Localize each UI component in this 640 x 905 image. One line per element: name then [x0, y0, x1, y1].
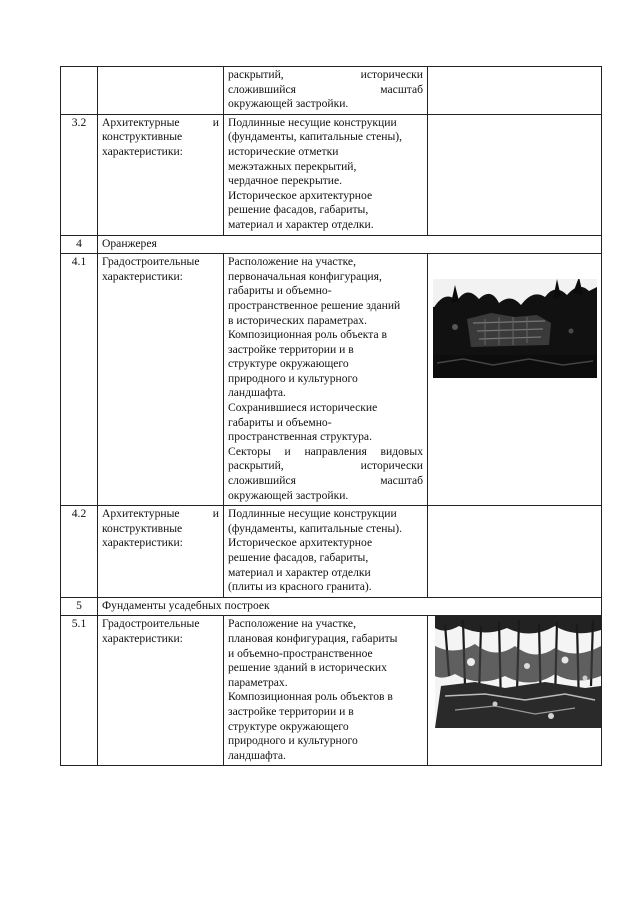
desc-line: структуре окружающего — [228, 719, 349, 733]
section-row — [61, 597, 602, 616]
desc-line: чердачное перекрытие. — [228, 174, 343, 188]
row-description — [224, 254, 428, 506]
desc-line: застройке территории и в — [228, 704, 354, 718]
desc-line: материал и характер отделки — [228, 565, 371, 579]
desc-line: Секторы и направления видовых — [228, 444, 423, 458]
desc-line: природного и культурного — [228, 371, 358, 385]
name-line: Градостроительные — [102, 255, 200, 269]
desc-line: сложившийся масштаб — [228, 82, 423, 96]
desc-line: (фундаменты, капитальные стены). — [228, 521, 403, 535]
row-image-cell — [428, 616, 602, 766]
desc-line: исторические отметки — [228, 144, 339, 158]
row-name — [98, 67, 224, 115]
desc-line: межэтажных перекрытий, — [228, 159, 357, 173]
desc-line: окружающей застройки. — [228, 97, 349, 111]
row-number: 4.1 — [61, 254, 98, 506]
name-line: конструктивные — [102, 521, 183, 535]
orangery-photo — [433, 279, 597, 378]
desc-line: Историческое архитектурное — [228, 188, 373, 202]
table-row — [61, 506, 602, 598]
row-image-cell — [428, 67, 602, 115]
desc-line: Подлинные несущие конструкции — [228, 115, 397, 129]
desc-line: Расположение на участке, — [228, 617, 356, 631]
row-image-cell — [428, 506, 602, 598]
desc-line: раскрытий, исторически — [228, 459, 423, 473]
foundations-photo — [435, 616, 601, 728]
row-description — [224, 506, 428, 598]
name-line: характеристики: — [102, 144, 183, 158]
row-number: 4.2 — [61, 506, 98, 598]
desc-line: и объемно-пространственное — [228, 646, 373, 660]
desc-line: Расположение на участке, — [228, 255, 356, 269]
desc-line: Подлинные несущие конструкции — [228, 507, 397, 521]
table-row — [61, 114, 602, 235]
table-row — [61, 616, 602, 766]
name-line: характеристики: — [102, 631, 183, 645]
desc-line: ландшафта. — [228, 748, 286, 762]
desc-line: Сохранившиеся исторические — [228, 401, 378, 415]
row-name — [98, 506, 224, 598]
section-title: Оранжерея — [98, 235, 602, 254]
section-number: 4 — [61, 235, 98, 254]
desc-line: природного и культурного — [228, 734, 358, 748]
desc-line: раскрытий, исторически — [228, 68, 423, 81]
desc-line: застройке территории и в — [228, 342, 354, 356]
row-number — [61, 67, 98, 115]
table-row — [61, 67, 602, 115]
desc-line: параметрах. — [228, 675, 288, 689]
row-description — [224, 616, 428, 766]
desc-line: материал и характер отделки. — [228, 217, 374, 231]
desc-line: сложившийся масштаб — [228, 474, 423, 488]
name-line: Градостроительные — [102, 617, 200, 631]
desc-line: решение фасадов, габариты, — [228, 551, 369, 564]
desc-line: (фундаменты, капитальные стены), — [228, 130, 403, 144]
desc-line: пространственное решение зданий — [228, 298, 401, 312]
section-row — [61, 235, 602, 254]
desc-line: габариты и объемно- — [228, 415, 332, 429]
desc-line: решение фасадов, габариты, — [228, 203, 369, 217]
name-line: Архитектурные и — [102, 115, 219, 129]
name-line: характеристики: — [102, 269, 183, 283]
section-number: 5 — [61, 597, 98, 616]
desc-line: пространственная структура. — [228, 430, 372, 444]
table-row — [61, 254, 602, 506]
name-line: конструктивные — [102, 130, 183, 144]
desc-line: Композиционная роль объектов в — [228, 690, 393, 704]
desc-line: Историческое архитектурное — [228, 536, 373, 550]
desc-line: габариты и объемно- — [228, 284, 332, 298]
desc-line: (плиты из красного гранита). — [228, 580, 372, 594]
desc-line: плановая конфигурация, габариты — [228, 631, 398, 645]
name-line: Архитектурные и — [102, 507, 219, 521]
desc-line: окружающей застройки. — [228, 488, 349, 502]
row-image-cell — [428, 254, 602, 506]
row-name — [98, 254, 224, 506]
row-name — [98, 114, 224, 235]
row-name — [98, 616, 224, 766]
row-description — [224, 114, 428, 235]
desc-line: структуре окружающего — [228, 357, 349, 371]
row-description — [224, 67, 428, 115]
heritage-characteristics-table — [60, 66, 602, 766]
desc-line: ландшафта. — [228, 386, 286, 400]
desc-line: в исторических параметрах. — [228, 313, 368, 327]
row-image-cell — [428, 114, 602, 235]
section-title: Фундаменты усадебных построек — [98, 597, 602, 616]
desc-line: первоначальная конфигурация, — [228, 269, 382, 283]
desc-line: решение зданий в исторических — [228, 661, 387, 675]
row-number: 3.2 — [61, 114, 98, 235]
desc-line: Композиционная роль объекта в — [228, 328, 388, 342]
row-number: 5.1 — [61, 616, 98, 766]
name-line: характеристики: — [102, 536, 183, 550]
